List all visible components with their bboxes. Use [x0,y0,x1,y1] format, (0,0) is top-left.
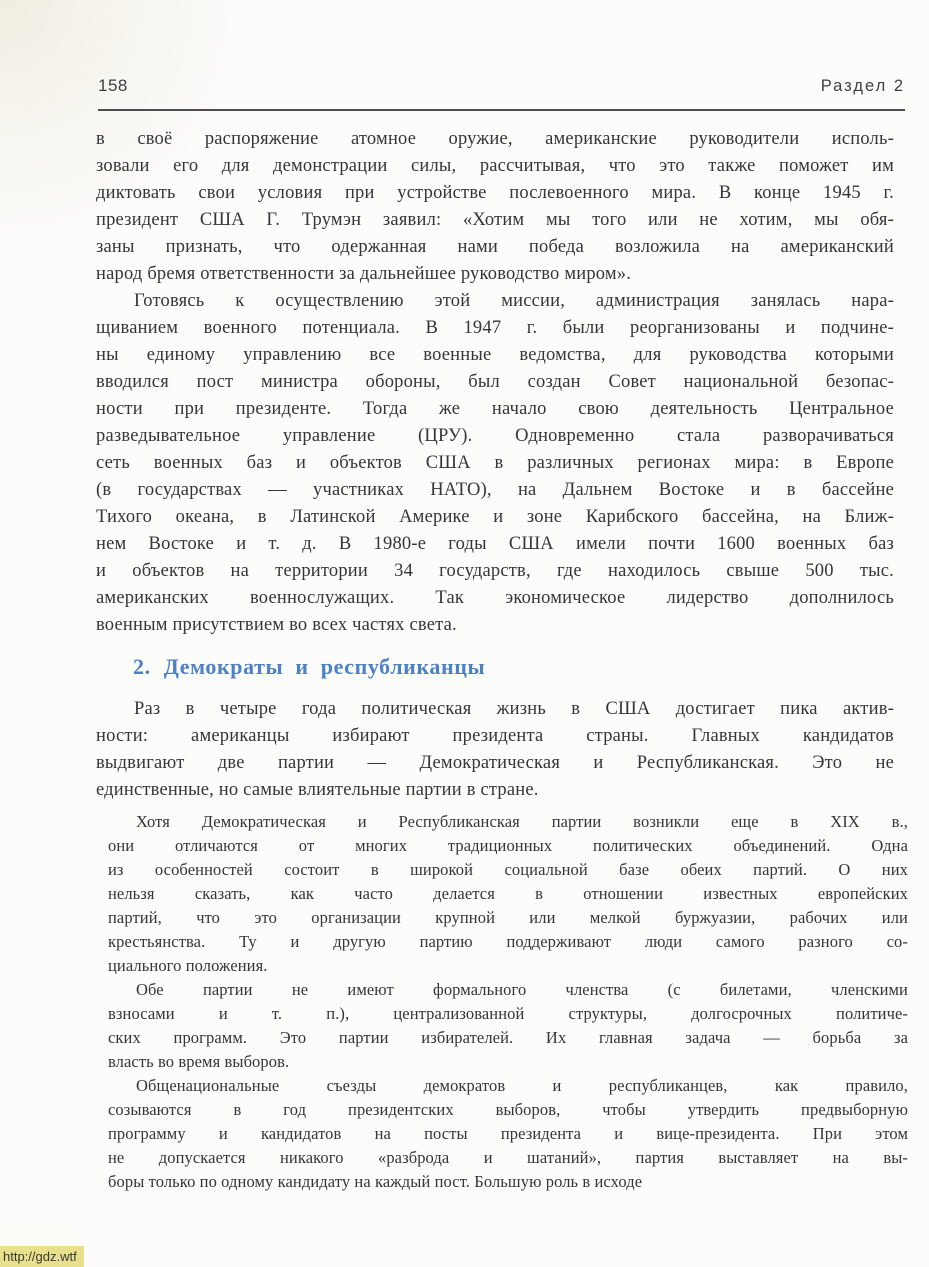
text-line: американских военнослужащих. Так экономическое лидерство дополнилось [96,588,894,608]
header-rule [98,109,905,111]
text-line: заны признать, что одержанная нами победа возложила на американский [96,237,894,257]
text-line: (в государствах — участниках НАТО), на Дальнем Востоке и в бассейне [96,480,894,500]
text-line: разведывательное управление (ЦРУ). Одновременно стала разворачиваться [96,426,894,446]
heading-title: Демократы и республиканцы [163,654,486,679]
text-line: зовали его для демонстрации силы, рассчитывая, что это также поможет им [96,156,894,176]
text-line: партий, что это организации крупной или мелкой буржуазии, рабочих или [108,908,908,927]
text-line: щиванием военного потенциала. В 1947 г. были реорганизованы и подчине- [96,318,894,338]
text-line: президент США Г. Трумэн заявил: «Хотим мы того или не хотим, мы обя- [96,210,894,230]
text-line: крестьянства. Ту и другую партию поддерживают люди самого разного со- [108,932,908,951]
text-line: диктовать свои условия при устройстве послевоенного мира. В конце 1945 г. [96,183,894,203]
page-content [96,126,908,1194]
text-line: Общенациональные съезды демократов и республиканцев, как правило, [136,1076,908,1095]
text-line: ских программ. Это партии избирателей. Их главная задача — борьба за [108,1028,908,1047]
text-line: вводился пост министра обороны, был создан Совет национальной безопас- [96,372,894,392]
text-line: Обе партии не имеют формального членства (с билетами, членскими [136,980,908,999]
text-line: военным присутствием во всех частях света. [96,615,457,635]
text-line: сеть военных баз и объектов США в различных регионах мира: в Европе [96,453,894,473]
text-line: ны единому управлению все военные ведомства, для руководства которыми [96,345,894,365]
section-label: Раздел 2 [820,77,905,95]
text-line: созываются в год президентских выборов, чтобы утвердить предвыборную [108,1100,908,1119]
body-paragraph [96,126,894,288]
text-line: единственные, но самые влиятельные партии в стране. [96,780,539,800]
text-line: не допускается никакого «разброда и шатаний», партия выставляет на вы- [108,1148,908,1167]
text-line: власть во время выборов. [108,1052,290,1071]
section-heading [133,653,894,681]
petit-paragraph [108,978,908,1074]
page-number: 158 [98,76,128,95]
text-line: нельзя сказать, как часто делается в отношении известных европейских [108,884,908,903]
text-line: и объектов на территории 34 государств, где находилось свыше 500 тыс. [96,561,894,581]
text-line: программу и кандидатов на посты президента и вице-президента. При этом [108,1124,908,1143]
running-head [98,76,905,96]
text-line: народ бремя ответственности за дальнейшее руководство миром». [96,264,632,284]
text-line: циального положения. [108,956,268,975]
watermark-url: http://gdz.wtf [0,1246,84,1267]
text-line: ности при президенте. Тогда же начало свою деятельность Центральное [96,399,894,419]
text-line: боры только по одному кандидату на каждый пост. Большую роль в исходе [108,1172,643,1191]
text-line: из особенностей состоит в широкой социальной базе обеих партий. О них [108,860,908,879]
text-line: выдвигают две партии — Демократическая и Республиканская. Это не [96,753,894,773]
body-paragraph [96,696,894,804]
text-line: взносами и т. п.), централизованной структуры, долгосрочных политиче- [108,1004,908,1023]
text-line: Раз в четыре года политическая жизнь в США достигает пика актив- [134,699,894,719]
heading-number: 2. [133,654,151,679]
text-line: ности: американцы избирают президента страны. Главных кандидатов [96,726,894,746]
petit-paragraph [108,1074,908,1194]
text-line: Готовясь к осуществлению этой миссии, администрация занялась нара- [134,291,894,311]
text-line: Хотя Демократическая и Республиканская партии возникли еще в XIX в., [136,812,908,831]
text-line: они отличаются от многих традиционных политических объединений. Одна [108,836,908,855]
text-line: в своё распоряжение атомное оружие, американские руководители исполь- [96,129,894,149]
petit-paragraph [108,810,908,978]
body-paragraph [96,288,894,639]
text-line: нем Востоке и т. д. В 1980-е годы США имели почти 1600 военных баз [96,534,894,554]
text-line: Тихого океана, в Латинской Америке и зоне Карибского бассейна, на Ближ- [96,507,894,527]
